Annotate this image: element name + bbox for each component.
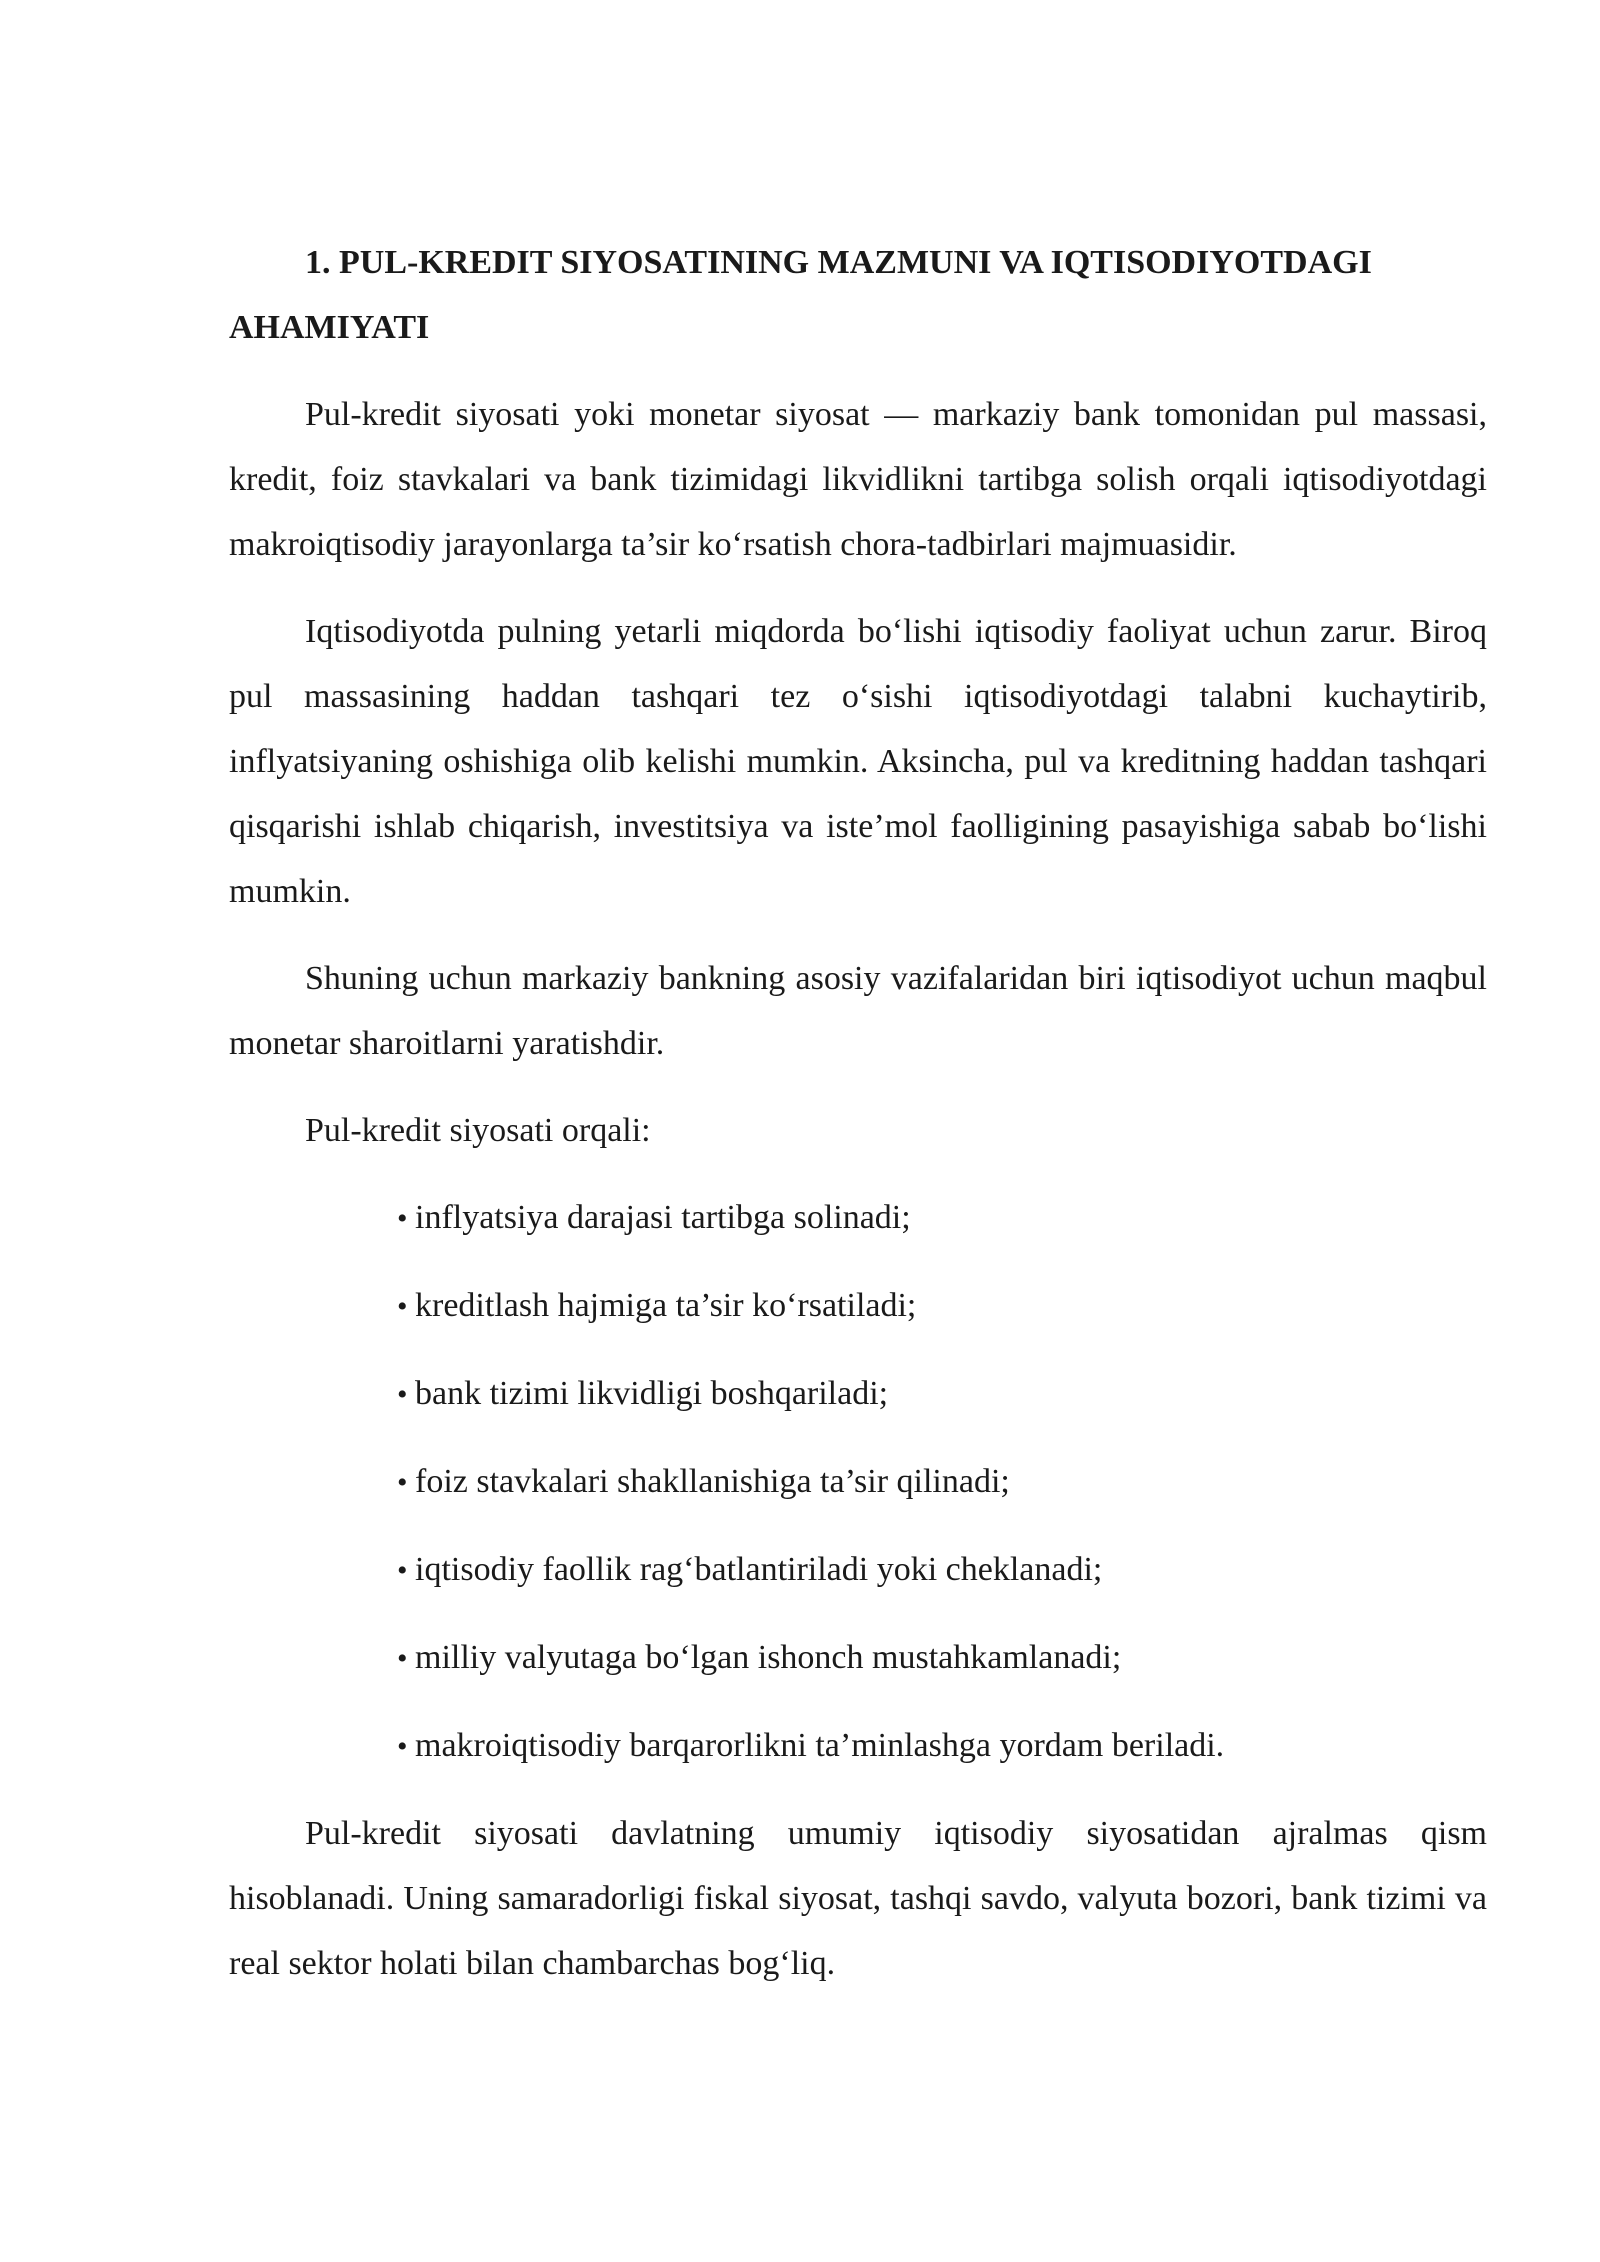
list-item-text: inflyatsiya darajasi tartibga solinadi; [415,1199,911,1236]
document-page [229,230,1487,2018]
bullet-icon: • [397,1642,408,1675]
list-item-text: iqtisodiy faollik rag‘batlantiriladi yoki cheklanadi; [415,1551,1103,1588]
list-item [397,1273,1487,1339]
list-item [397,1713,1487,1779]
list-item-text: bank tizimi likvidligi boshqariladi; [415,1375,889,1412]
bullet-list [229,1185,1487,1779]
paragraph-definition: Pul-kredit siyosati yoki monetar siyosat — markaziy bank tomonidan pul massasi, kredit, foiz stavkalari va bank tizimidagi likvidlikni tartibga solish orqali iqtisodiyotdagi makroiqtisodiy jarayonlarga ta’sir ko‘rsatish chora-tadbirlari majmuasidir. [229,396,1487,563]
bullet-icon: • [397,1202,408,1235]
list-item [397,1625,1487,1691]
paragraph-closing: Pul-kredit siyosati davlatning umumiy iqtisodiy siyosatidan ajralmas qism hisoblanadi. Uning samaradorligi fiskal siyosat, tashqi savdo, valyuta bozori, bank tizimi va real sektor holati bilan chambarchas bog‘liq. [229,1815,1487,1982]
list-item [397,1537,1487,1603]
list-item [397,1185,1487,1251]
bullet-icon: • [397,1378,408,1411]
bullet-icon: • [397,1554,408,1587]
section-heading: 1. PUL-KREDIT SIYOSATINING MAZMUNI VA IQTISODIYOTDAGI AHAMIYATI [229,244,1372,346]
bullet-icon: • [397,1730,408,1763]
bullet-icon: • [397,1290,408,1323]
list-intro: Pul-kredit siyosati orqali: [305,1112,651,1149]
list-item-text: foiz stavkalari shakllanishiga ta’sir qilinadi; [415,1463,1010,1500]
bullet-icon: • [397,1466,408,1499]
list-item-text: milliy valyutaga bo‘lgan ishonch mustahkamlanadi; [415,1639,1122,1676]
list-item [397,1361,1487,1427]
paragraph-money-supply: Iqtisodiyotda pulning yetarli miqdorda bo‘lishi iqtisodiy faoliyat uchun zarur. Biroq pul massasining haddan tashqari tez o‘sishi iqtisodiyotdagi talabni kuchaytirib, inflyatsiyaning oshishiga olib kelishi mumkin. Aksincha, pul va kreditning haddan tashqari qisqarishi ishlab chiqarish, investitsiya va iste’mol faolligining pasayishiga sabab bo‘lishi mumkin. [229,613,1487,910]
list-item-text: makroiqtisodiy barqarorlikni ta’minlashga yordam beriladi. [415,1727,1225,1764]
list-item-text: kreditlash hajmiga ta’sir ko‘rsatiladi; [415,1287,917,1324]
paragraph-central-bank-task: Shuning uchun markaziy bankning asosiy vazifalaridan biri iqtisodiyot uchun maqbul monetar sharoitlarni yaratishdir. [229,960,1487,1062]
list-item [397,1449,1487,1515]
